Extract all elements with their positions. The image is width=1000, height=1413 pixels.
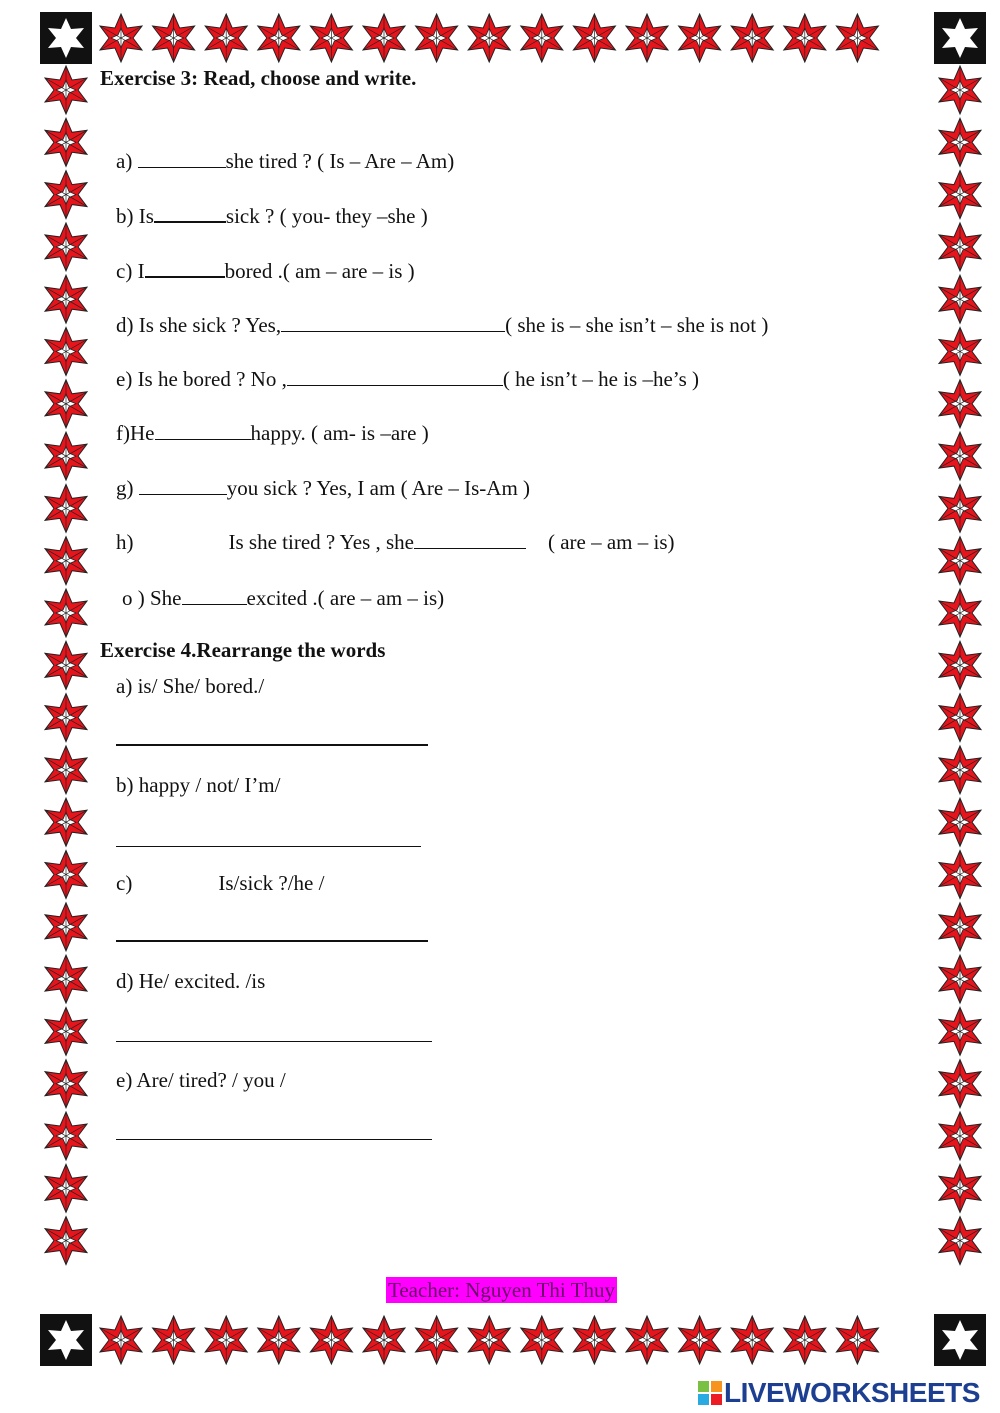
border-star [939,171,981,219]
border-star [626,14,668,62]
ex4-item-d [116,971,265,992]
border-star [679,1316,721,1364]
ex3-e-label: e) Is he bored ? No , [116,367,287,391]
ex3-item-g [116,476,530,499]
ex3-item-c [116,258,415,282]
border-star [939,746,981,794]
border-star [153,1316,195,1364]
border-star [679,14,721,62]
border-star [45,537,87,585]
border-corner [934,1314,986,1366]
border-star [45,118,87,166]
ex3-item-e [116,367,699,390]
border-star [363,14,405,62]
ex3-h-question: Is she tired ? Yes , she [228,530,414,554]
ex3-b-label: b) Is [116,204,154,228]
border-star [521,14,563,62]
border-star [205,14,247,62]
liveworksheets-logo [698,1378,980,1408]
border-corner [40,1314,92,1366]
border-star [45,641,87,689]
border-star [45,798,87,846]
exercise3-title: Exercise 3: Read, choose and write. [100,66,417,90]
answer-blank[interactable] [287,367,503,386]
border-star [45,484,87,532]
border-star [836,14,878,62]
border-star [939,1217,981,1265]
answer-blank[interactable] [145,258,225,278]
border-star [45,851,87,899]
border-star [45,432,87,480]
ex3-a-label: a) [116,149,133,173]
border-star [45,694,87,742]
border-star [416,14,458,62]
border-star [205,1316,247,1364]
border-star [45,223,87,271]
border-star [416,1316,458,1364]
border-star [784,1316,826,1364]
ex3-a-text: she tired ? ( Is – Are – Am) [225,149,455,173]
border-star [939,328,981,376]
border-star [258,1316,300,1364]
border-star [939,694,981,742]
ex4-c-label: c) [116,871,133,895]
ex3-h-text: ( are – am – is) [547,530,675,554]
ex3-g-text: you sick ? Yes, I am ( Are – Is-Am ) [226,476,531,500]
border-star [939,66,981,114]
border-star [573,1316,615,1364]
border-star [45,1217,87,1265]
border-star [100,1316,142,1364]
ex3-g-label: g) [116,476,134,500]
answer-line[interactable] [116,1041,432,1042]
border-star [939,484,981,532]
ex3-item-f [116,421,429,444]
ex3-o-text: excited .( are – am – is) [246,586,445,610]
border-star [836,1316,878,1364]
liveworksheets-logo-icon [698,1381,722,1405]
border-star [784,14,826,62]
border-star [45,589,87,637]
border-star [45,328,87,376]
ex4-d-words: He/ excited. /is [138,969,266,993]
border-star [521,1316,563,1364]
ex3-item-a [116,149,454,172]
border-star [939,118,981,166]
border-star [45,1112,87,1160]
ex4-e-words: Are/ tired? / you / [136,1068,286,1092]
border-star [363,1316,405,1364]
border-star [45,1060,87,1108]
ex4-item-e [116,1070,286,1091]
border-star [45,171,87,219]
ex3-item-o [122,586,444,609]
border-star [939,1060,981,1108]
ex3-b-text: sick ? ( you- they –she ) [225,204,428,228]
exercise4-title: Exercise 4.Rearrange the words [100,638,386,662]
border-star [939,223,981,271]
border-star [939,589,981,637]
border-star [258,14,300,62]
answer-line[interactable] [116,940,428,942]
ex4-item-a [116,676,264,697]
answer-blank[interactable] [138,149,226,168]
border-corner [40,12,92,64]
ex3-item-h [116,530,675,553]
ex4-d-label: d) [116,969,134,993]
ex3-c-label: c) I [116,259,145,283]
answer-blank[interactable] [155,421,251,440]
ex4-b-words: happy / not/ I’m/ [138,773,281,797]
border-star [45,275,87,323]
border-star [939,851,981,899]
border-star [45,1007,87,1055]
border-star [45,955,87,1003]
border-star [939,1164,981,1212]
ex3-h-label: h) [116,530,134,554]
ex3-d-label: d) Is she sick ? Yes, [116,313,282,337]
border-star [310,14,352,62]
border-star [100,14,142,62]
answer-line[interactable] [116,846,421,847]
border-star [939,1112,981,1160]
ex4-b-label: b) [116,773,134,797]
answer-blank[interactable] [154,203,226,223]
ex3-item-d [116,313,768,336]
answer-line[interactable] [116,744,428,746]
answer-blank[interactable] [182,586,247,605]
ex4-a-label: a) [116,674,133,698]
border-star [939,798,981,846]
answer-blank[interactable] [414,530,526,549]
ex3-e-text: ( he isn’t – he is –he’s ) [502,367,700,391]
border-star [573,14,615,62]
ex4-c-words: Is/sick ?/he / [218,871,325,895]
border-star [45,746,87,794]
ex3-o-label: o ) She [122,586,182,610]
border-star [45,903,87,951]
ex4-a-words: is/ She/ bored./ [137,674,265,698]
answer-line[interactable] [116,1139,432,1140]
border-star [939,1007,981,1055]
logo-text: LIVEWORKSHEETS [724,1377,980,1408]
ex3-f-label: f) [116,421,130,445]
border-star [45,380,87,428]
teacher-name: Teacher: Nguyen Thi Thuy [388,1278,615,1302]
ex3-item-b [116,203,428,227]
ex4-item-b [116,775,280,796]
answer-blank[interactable] [139,476,227,495]
border-star [939,955,981,1003]
ex3-f-subject: He [130,421,155,445]
border-star [731,1316,773,1364]
ex4-item-c [116,873,324,894]
ex3-d-text: ( she is – she isn’t – she is not ) [505,313,769,337]
border-star [939,380,981,428]
border-star [939,275,981,323]
border-star [731,14,773,62]
ex3-c-text: bored .( am – are – is ) [224,259,415,283]
border-star [45,66,87,114]
border-star [45,1164,87,1212]
border-star [939,537,981,585]
border-star [468,14,510,62]
border-star [626,1316,668,1364]
ex3-f-text: happy. ( am- is –are ) [250,421,429,445]
answer-blank[interactable] [281,313,505,332]
border-corner [934,12,986,64]
border-star [153,14,195,62]
border-star [939,903,981,951]
border-star [310,1316,352,1364]
border-star [939,641,981,689]
ex4-e-label: e) [116,1068,133,1092]
border-star [939,432,981,480]
border-star [468,1316,510,1364]
